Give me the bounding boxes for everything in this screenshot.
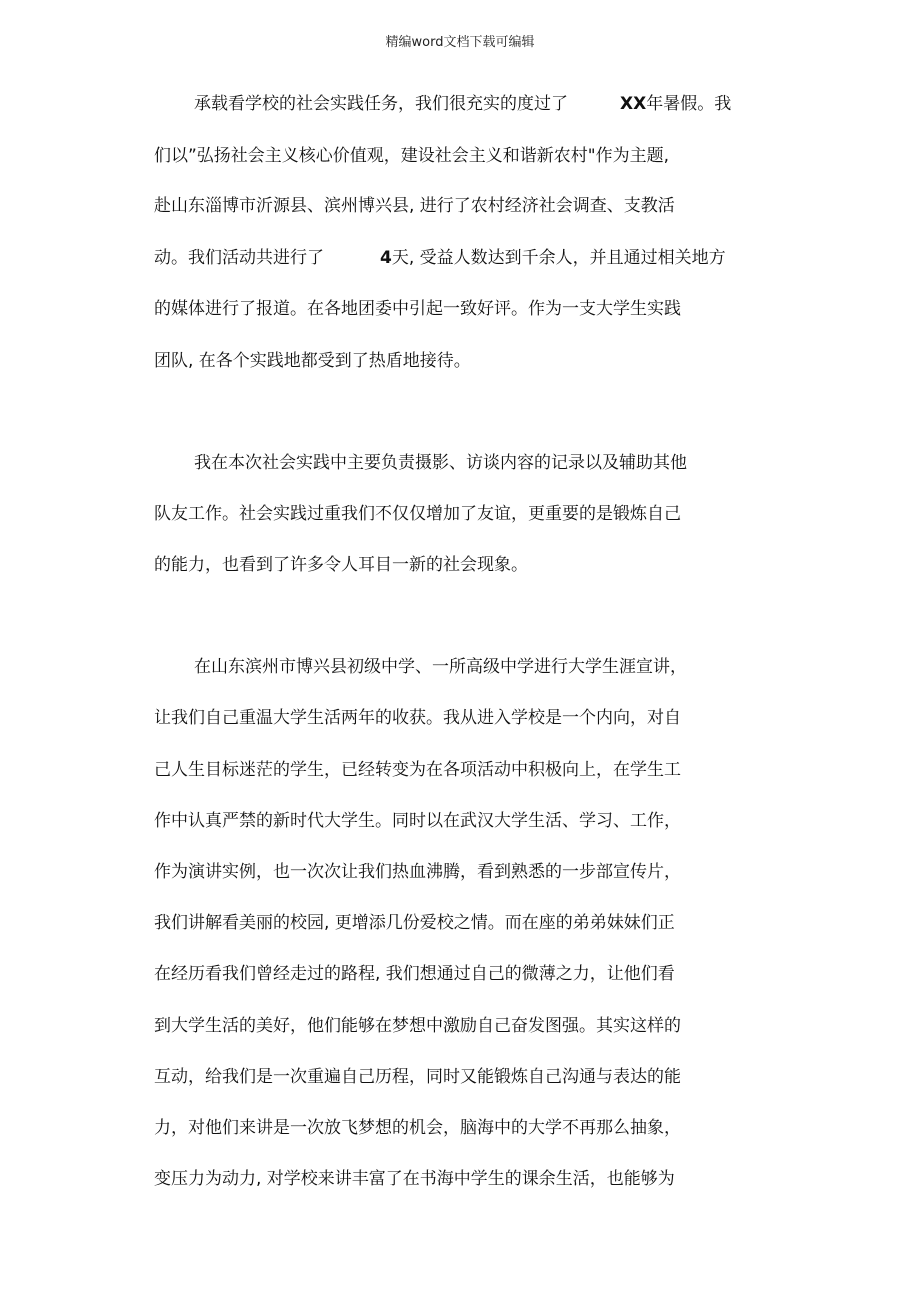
text-segment: 天, 受益人数达到千余人，并且通过相关地方 — [391, 248, 726, 268]
paragraph-1-line-6: 团队, 在各个实践地都受到了热盾地接待。 — [154, 351, 471, 371]
text-segment: 年暑假。我 — [646, 94, 732, 114]
paragraph-1-line-3: 赴山东淄博市沂源县、滨州博兴县, 进行了农村经济社会调查、支教活 — [154, 196, 675, 216]
text-segment: 动。我们活动共进行了 — [154, 248, 324, 268]
paragraph-3-line-8: 到大学生活的美好，他们能够在梦想中激励自己奋发图强。其实这样的 — [154, 1016, 681, 1036]
paragraph-3-line-7: 在经历看我们曾经走过的路程, 我们想通过自己的微薄之力，让他们看 — [154, 964, 675, 984]
day-count: 4 — [380, 248, 392, 268]
paragraph-2-line-1: 我在本次社会实践中主要负责摄影、访谈内容的记录以及辅助其他 — [194, 453, 687, 473]
paragraph-3-line-11: 变压力为动力, 对学校来讲丰富了在书海中学生的课余生活，也能够为 — [154, 1169, 675, 1189]
paragraph-3-line-4: 作中认真严禁的新时代大学生。同时以在武汉大学生活、学习、工作， — [154, 811, 681, 831]
paragraph-1-line-5: 的媒体进行了报道。在各地团委中引起一致好评。作为一支大学生实践 — [154, 299, 681, 319]
paragraph-3-line-9: 互动，给我们是一次重遍自己历程，同时又能锻炼自己沟通与表达的能 — [154, 1067, 681, 1087]
paragraph-2-line-3: 的能力，也看到了许多令人耳目一新的社会现象。 — [154, 555, 528, 575]
paragraph-1-line-1 — [194, 92, 731, 116]
paragraph-1-line-4 — [154, 246, 726, 270]
paragraph-3-line-1: 在山东滨州市博兴县初级中学、一所高级中学进行大学生涯宣讲， — [194, 657, 687, 677]
page-header: 精编word文档下载可编辑 — [385, 35, 535, 50]
paragraph-3-line-3: 己人生目标迷茫的学生，已经转变为在各项活动中积极向上，在学生工 — [154, 760, 681, 780]
paragraph-1-line-2: 们以”弘扬社会主义核心价值观，建设社会主义和谐新农村"作为主题, — [154, 146, 670, 166]
paragraph-3-line-2: 让我们自己重温大学生活两年的收获。我从进入学校是一个内向，对自 — [154, 708, 681, 728]
paragraph-3-line-5: 作为演讲实例，也一次次让我们热血沸腾，看到熟悉的一步部宣传片， — [154, 862, 681, 882]
paragraph-2-line-2: 队友工作。社会实践过重我们不仅仅增加了友谊，更重要的是锻炼自己 — [154, 504, 681, 524]
paragraph-3-line-10: 力，对他们来讲是一次放飞梦想的机会，脑海中的大学不再那么抽象， — [154, 1118, 681, 1138]
paragraph-3-line-6: 我们讲解看美丽的校园, 更增添几份爱校之情。而在座的弟弟妹妹们正 — [154, 913, 675, 933]
year-placeholder: XX — [620, 94, 647, 114]
text-segment: 承载看学校的社会实践任务，我们很充实的度过了 — [194, 94, 568, 114]
